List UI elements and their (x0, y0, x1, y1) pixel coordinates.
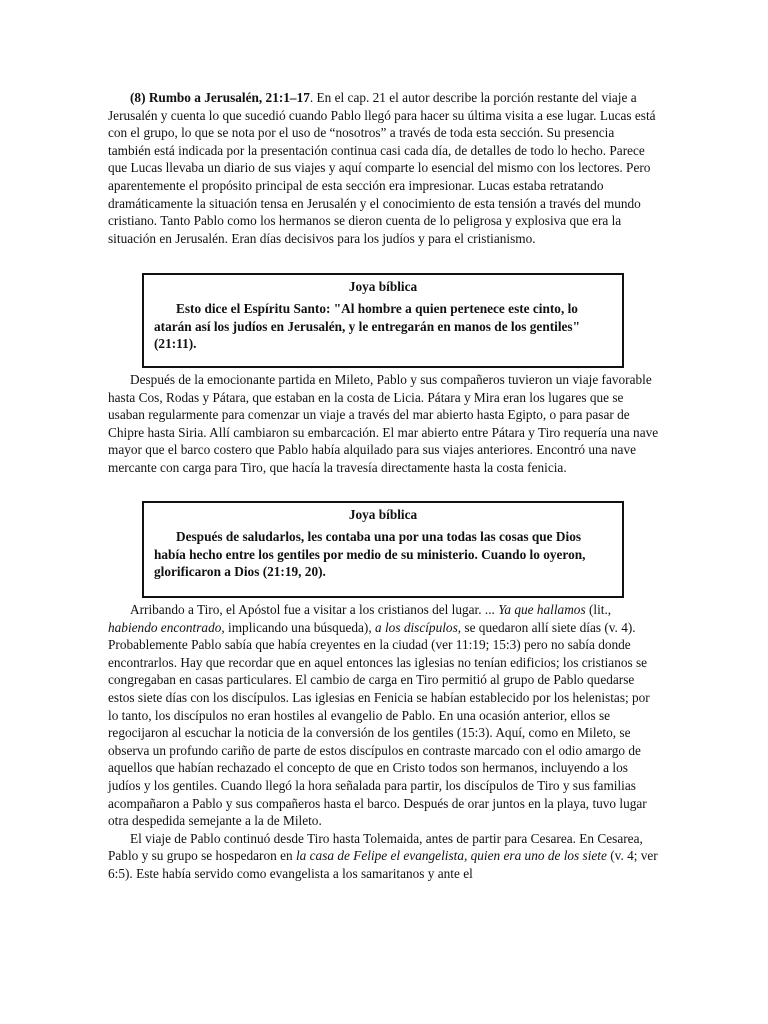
section-rumbo-a-jerusalen (108, 89, 660, 247)
paragraph-4: El viaje de Pablo continuó desde Tiro hasta Tolemaida, antes de partir para Cesarea. En Cesarea, Pablo y su grupo se hospedaron en la casa de Felipe el evangelista, quien era uno de los siete (v. 4; ver 6:5). Este había servido como evangelista a los samaritanos y ante el (108, 830, 658, 881)
paragraph-1: (8) Rumbo a Jerusalén, 21:1–17. En el cap. 21 el autor describe la porción restante del viaje a Jerusalén y cuenta lo que sucedió cuando Pablo llegó para hacer su última visita a ese lugar. Lucas está con el grupo, lo que se nota por el uso de “nosotros” a través de toda esta sección. Su presencia también está indicada por la presentación continua casi cada día, de detalles de todo lo hecho. Parece que Lucas llevaba un diario de sus viajes y aquí comparte lo esencial del mismo con los lectores. Pero aparentemente el propósito principal de esta sección era impresionar. Lucas estaba retratando dramáticamente la situación tensa en Jerusalén y el conocimiento de esta tensión a través del mundo cristiano. Tanto Pablo como los hermanos se dieron cuenta de lo peligrosa y explosiva que era la situación en Jerusalén. Eran días decisivos para los judíos y para el cristianismo. (108, 90, 656, 246)
box-title: Joya bíblica (348, 279, 418, 294)
joya-biblica-box-2 (142, 501, 624, 598)
paragraph-3: Arribando a Tiro, el Apóstol fue a visitar a los cristianos del lugar. ... Ya que hallamos (lit., habiendo encontrado, implicando una búsqueda), a los discípulos, se quedaron allí siete días (v. 4). Probablemente Pablo sabía que había creyentes en la ciudad (ver 11:19; 15:3) pero no sabía donde encontrarlos. Hay que recordar que en aquel entonces las iglesias no tenían edificios; los cristianos se congregaban en casas particulares. El cambio de carga en Tiro permitió al grupo de Pablo quedarse estos siete días con los discípulos. Las iglesias en Fenicia se habían establecido por los helenistas; por lo tanto, los discípulos no eran hostiles al evangelio de Pablo. En una ocasión anterior, ellos se regocijaron al escuchar la noticia de la conversión de los gentiles (15:3). Aquí, como en Mileto, se observa un profundo cariño de parte de estos discípulos en contraste marcado con el odio amargo de aquellos que habían rechazado el concepto de que en Cristo todos son hermanos, incluyendo a los judíos y los gentiles. Cuando llegó la hora señalada para partir, los discípulos de Tiro y sus familias acompañaron a Pablo y sus compañeros hasta el barco. Después de orar juntos en la playa, tuvo lugar otra despedida semejante a la de Mileto. (108, 602, 650, 829)
section-tiro (108, 601, 660, 883)
section-viaje-a-tiro (108, 371, 660, 477)
paragraph-2: Después de la emocionante partida en Mileto, Pablo y sus compañeros tuvieron un viaje favorable hasta Cos, Rodas y Pátara, que estaban en la costa de Licia. Pátara y Mira eran los lugares que se usaban regularmente para comenzar un viaje a través del mar abierto hasta Egipto, o para pasar de Chipre hasta Siria. Allí cambiaron su embarcación. El mar abierto entre Pátara y Tiro requería una nave mayor que el barco costero que Pablo había alquilado para sus viajes anteriores. Encontró una nave mercante con carga para Tiro, que hacía la travesía directamente hasta la costa fenicia. (108, 372, 659, 475)
joya-biblica-box-1 (142, 273, 624, 368)
box-quote: Esto dice el Espíritu Santo: "Al hombre a quien pertenece este cinto, lo atarán así los judíos en Jerusalén, y le entregarán en manos de los gentiles" (21:11). (154, 301, 580, 352)
section-heading: (8) Rumbo a Jerusalén, 21:1–17 (130, 90, 310, 105)
box-quote: Después de saludarlos, les contaba una por una todas las cosas que Dios había hecho entre los gentiles por medio de su ministerio. Cuando lo oyeron, glorificaron a Dios (21:19, 20). (154, 529, 586, 580)
box-title: Joya bíblica (348, 507, 418, 522)
